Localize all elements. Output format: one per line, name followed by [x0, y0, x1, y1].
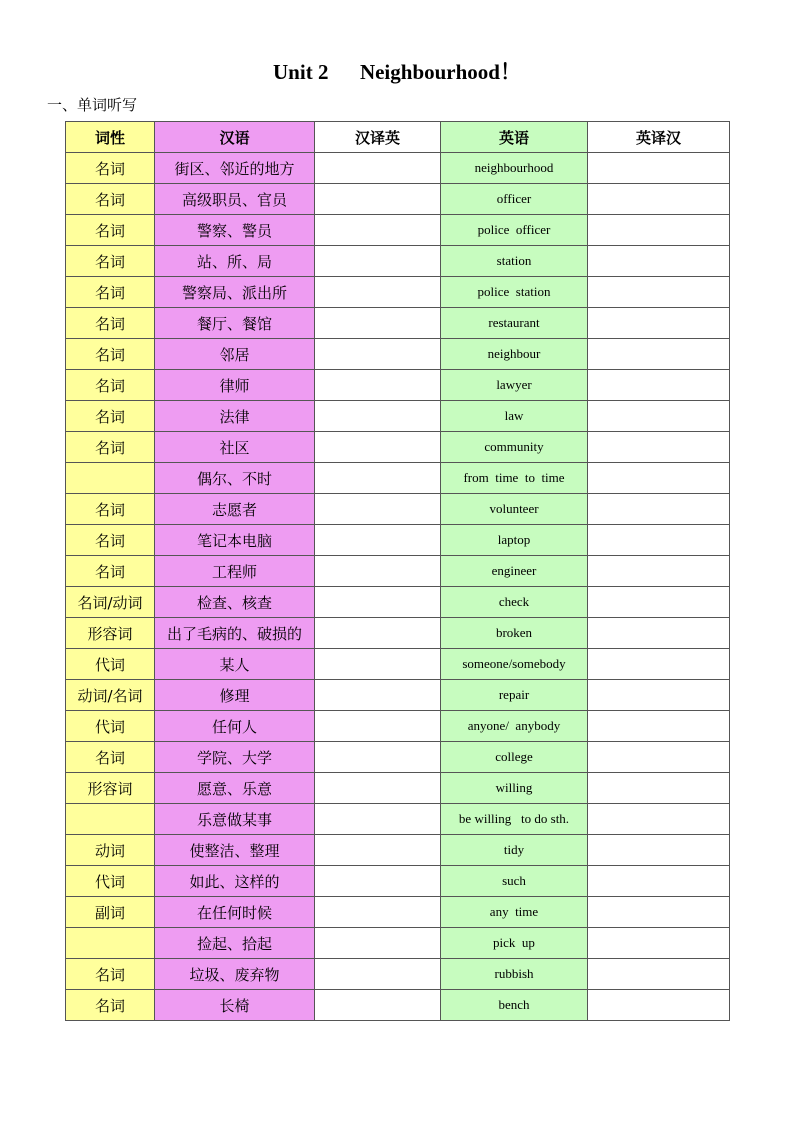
part-of-speech-cell: 名词: [66, 184, 155, 215]
chinese-cell: 警察局、派出所: [155, 277, 315, 308]
part-of-speech-cell: 名词: [66, 277, 155, 308]
english-to-chinese-answer-cell[interactable]: [588, 649, 730, 680]
chinese-cell: 警察、警员: [155, 215, 315, 246]
chinese-to-english-answer-cell[interactable]: [315, 742, 441, 773]
table-row: [66, 277, 730, 308]
chinese-to-english-answer-cell[interactable]: [315, 556, 441, 587]
english-to-chinese-answer-cell[interactable]: [588, 897, 730, 928]
english-cell: willing: [441, 773, 588, 804]
english-to-chinese-answer-cell[interactable]: [588, 339, 730, 370]
chinese-to-english-answer-cell[interactable]: [315, 339, 441, 370]
english-cell: check: [441, 587, 588, 618]
part-of-speech-cell: 副词: [66, 897, 155, 928]
english-cell: restaurant: [441, 308, 588, 339]
table-row: [66, 959, 730, 990]
english-cell: neighbour: [441, 339, 588, 370]
chinese-cell: 站、所、局: [155, 246, 315, 277]
table-row: [66, 866, 730, 897]
table-row: [66, 990, 730, 1021]
english-cell: such: [441, 866, 588, 897]
chinese-to-english-answer-cell[interactable]: [315, 370, 441, 401]
chinese-to-english-answer-cell[interactable]: [315, 835, 441, 866]
chinese-to-english-answer-cell[interactable]: [315, 897, 441, 928]
table-row: [66, 928, 730, 959]
english-to-chinese-answer-cell[interactable]: [588, 463, 730, 494]
english-cell: any time: [441, 897, 588, 928]
english-cell: repair: [441, 680, 588, 711]
chinese-to-english-answer-cell[interactable]: [315, 959, 441, 990]
english-cell: pick up: [441, 928, 588, 959]
table-row: [66, 246, 730, 277]
english-cell: someone/somebody: [441, 649, 588, 680]
english-to-chinese-answer-cell[interactable]: [588, 432, 730, 463]
table-row: [66, 308, 730, 339]
chinese-to-english-answer-cell[interactable]: [315, 587, 441, 618]
table-row: [66, 494, 730, 525]
english-to-chinese-answer-cell[interactable]: [588, 773, 730, 804]
chinese-cell: 检查、核查: [155, 587, 315, 618]
chinese-to-english-answer-cell[interactable]: [315, 804, 441, 835]
english-to-chinese-answer-cell[interactable]: [588, 401, 730, 432]
chinese-to-english-answer-cell[interactable]: [315, 308, 441, 339]
part-of-speech-cell: 动词: [66, 835, 155, 866]
english-cell: anyone/ anybody: [441, 711, 588, 742]
english-to-chinese-answer-cell[interactable]: [588, 153, 730, 184]
chinese-cell: 在任何时候: [155, 897, 315, 928]
part-of-speech-cell: 名词: [66, 370, 155, 401]
header-english: 英语: [441, 122, 588, 153]
english-to-chinese-answer-cell[interactable]: [588, 587, 730, 618]
english-cell: community: [441, 432, 588, 463]
chinese-to-english-answer-cell[interactable]: [315, 866, 441, 897]
chinese-to-english-answer-cell[interactable]: [315, 990, 441, 1021]
header-part-of-speech: 词性: [66, 122, 155, 153]
table-row: [66, 432, 730, 463]
chinese-to-english-answer-cell[interactable]: [315, 432, 441, 463]
english-to-chinese-answer-cell[interactable]: [588, 184, 730, 215]
page-title: Unit 2 Neighbourhood！: [273, 60, 521, 84]
table-row: [66, 835, 730, 866]
table-row: [66, 339, 730, 370]
part-of-speech-cell: 代词: [66, 711, 155, 742]
part-of-speech-cell: [66, 804, 155, 835]
chinese-cell: 长椅: [155, 990, 315, 1021]
chinese-cell: 志愿者: [155, 494, 315, 525]
chinese-to-english-answer-cell[interactable]: [315, 184, 441, 215]
header-chinese: 汉语: [155, 122, 315, 153]
english-cell: tidy: [441, 835, 588, 866]
part-of-speech-cell: [66, 463, 155, 494]
part-of-speech-cell: 名词: [66, 308, 155, 339]
chinese-to-english-answer-cell[interactable]: [315, 494, 441, 525]
chinese-to-english-answer-cell[interactable]: [315, 773, 441, 804]
part-of-speech-cell: 名词: [66, 215, 155, 246]
chinese-to-english-answer-cell[interactable]: [315, 649, 441, 680]
part-of-speech-cell: 名词: [66, 153, 155, 184]
english-to-chinese-answer-cell[interactable]: [588, 928, 730, 959]
chinese-to-english-answer-cell[interactable]: [315, 618, 441, 649]
chinese-cell: 某人: [155, 649, 315, 680]
english-to-chinese-answer-cell[interactable]: [588, 680, 730, 711]
english-cell: laptop: [441, 525, 588, 556]
chinese-cell: 高级职员、官员: [155, 184, 315, 215]
chinese-cell: 愿意、乐意: [155, 773, 315, 804]
english-to-chinese-answer-cell[interactable]: [588, 990, 730, 1021]
english-to-chinese-answer-cell[interactable]: [588, 308, 730, 339]
chinese-cell: 律师: [155, 370, 315, 401]
table-row: [66, 463, 730, 494]
chinese-cell: 捡起、拾起: [155, 928, 315, 959]
chinese-cell: 修理: [155, 680, 315, 711]
chinese-cell: 出了毛病的、破损的: [155, 618, 315, 649]
chinese-to-english-answer-cell[interactable]: [315, 215, 441, 246]
table-row: [66, 773, 730, 804]
english-to-chinese-answer-cell[interactable]: [588, 556, 730, 587]
table-row: [66, 525, 730, 556]
table-row: [66, 184, 730, 215]
english-to-chinese-answer-cell[interactable]: [588, 277, 730, 308]
chinese-cell: 笔记本电脑: [155, 525, 315, 556]
table-row: [66, 370, 730, 401]
english-to-chinese-answer-cell[interactable]: [588, 711, 730, 742]
part-of-speech-cell: 动词/名词: [66, 680, 155, 711]
chinese-cell: 垃圾、废弃物: [155, 959, 315, 990]
chinese-to-english-answer-cell[interactable]: [315, 928, 441, 959]
english-to-chinese-answer-cell[interactable]: [588, 494, 730, 525]
table-row: [66, 401, 730, 432]
part-of-speech-cell: 名词: [66, 246, 155, 277]
part-of-speech-cell: 名词: [66, 990, 155, 1021]
part-of-speech-cell: 名词/动词: [66, 587, 155, 618]
table-row: [66, 556, 730, 587]
section-heading: 一、单词听写: [47, 96, 138, 114]
chinese-cell: 使整洁、整理: [155, 835, 315, 866]
part-of-speech-cell: 代词: [66, 866, 155, 897]
table-row: [66, 680, 730, 711]
english-cell: neighbourhood: [441, 153, 588, 184]
header-english-to-chinese: 英译汉: [588, 122, 730, 153]
chinese-cell: 餐厅、餐馆: [155, 308, 315, 339]
english-cell: engineer: [441, 556, 588, 587]
english-to-chinese-answer-cell[interactable]: [588, 525, 730, 556]
chinese-cell: 社区: [155, 432, 315, 463]
part-of-speech-cell: 代词: [66, 649, 155, 680]
english-cell: lawyer: [441, 370, 588, 401]
english-to-chinese-answer-cell[interactable]: [588, 804, 730, 835]
part-of-speech-cell: 名词: [66, 432, 155, 463]
vocabulary-table: [65, 121, 730, 1021]
english-to-chinese-answer-cell[interactable]: [588, 618, 730, 649]
part-of-speech-cell: 名词: [66, 742, 155, 773]
part-of-speech-cell: 形容词: [66, 773, 155, 804]
part-of-speech-cell: 名词: [66, 525, 155, 556]
english-to-chinese-answer-cell[interactable]: [588, 215, 730, 246]
english-cell: law: [441, 401, 588, 432]
table-row: [66, 804, 730, 835]
chinese-to-english-answer-cell[interactable]: [315, 680, 441, 711]
part-of-speech-cell: 名词: [66, 401, 155, 432]
chinese-cell: 法律: [155, 401, 315, 432]
chinese-to-english-answer-cell[interactable]: [315, 246, 441, 277]
table-header-row: [66, 122, 730, 153]
chinese-to-english-answer-cell[interactable]: [315, 463, 441, 494]
english-cell: police station: [441, 277, 588, 308]
table-row: [66, 649, 730, 680]
table-row: [66, 618, 730, 649]
english-cell: broken: [441, 618, 588, 649]
chinese-cell: 乐意做某事: [155, 804, 315, 835]
english-to-chinese-answer-cell[interactable]: [588, 370, 730, 401]
table-row: [66, 711, 730, 742]
chinese-to-english-answer-cell[interactable]: [315, 277, 441, 308]
chinese-cell: 偶尔、不时: [155, 463, 315, 494]
english-to-chinese-answer-cell[interactable]: [588, 742, 730, 773]
english-to-chinese-answer-cell[interactable]: [588, 246, 730, 277]
english-cell: be willing to do sth.: [441, 804, 588, 835]
chinese-cell: 邻居: [155, 339, 315, 370]
english-to-chinese-answer-cell[interactable]: [588, 835, 730, 866]
part-of-speech-cell: 名词: [66, 494, 155, 525]
part-of-speech-cell: 名词: [66, 339, 155, 370]
chinese-to-english-answer-cell[interactable]: [315, 711, 441, 742]
english-cell: college: [441, 742, 588, 773]
chinese-to-english-answer-cell[interactable]: [315, 401, 441, 432]
table-row: [66, 153, 730, 184]
english-cell: volunteer: [441, 494, 588, 525]
chinese-cell: 如此、这样的: [155, 866, 315, 897]
part-of-speech-cell: 名词: [66, 556, 155, 587]
table-row: [66, 742, 730, 773]
part-of-speech-cell: [66, 928, 155, 959]
english-cell: station: [441, 246, 588, 277]
table-row: [66, 587, 730, 618]
vocabulary-rows: [66, 153, 730, 1021]
chinese-to-english-answer-cell[interactable]: [315, 525, 441, 556]
header-chinese-to-english: 汉译英: [315, 122, 441, 153]
chinese-cell: 学院、大学: [155, 742, 315, 773]
english-to-chinese-answer-cell[interactable]: [588, 959, 730, 990]
chinese-cell: 任何人: [155, 711, 315, 742]
english-cell: officer: [441, 184, 588, 215]
english-cell: police officer: [441, 215, 588, 246]
chinese-to-english-answer-cell[interactable]: [315, 153, 441, 184]
part-of-speech-cell: 形容词: [66, 618, 155, 649]
part-of-speech-cell: 名词: [66, 959, 155, 990]
english-cell: bench: [441, 990, 588, 1021]
english-cell: rubbish: [441, 959, 588, 990]
english-cell: from time to time: [441, 463, 588, 494]
table-row: [66, 215, 730, 246]
chinese-cell: 街区、邻近的地方: [155, 153, 315, 184]
chinese-cell: 工程师: [155, 556, 315, 587]
english-to-chinese-answer-cell[interactable]: [588, 866, 730, 897]
table-row: [66, 897, 730, 928]
